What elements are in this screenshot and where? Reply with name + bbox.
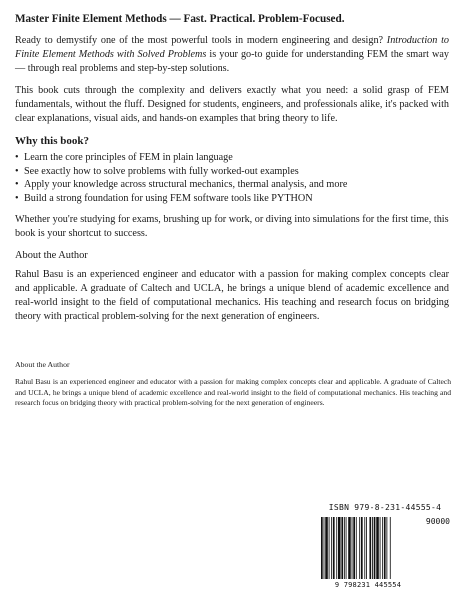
- barcode-bar: [384, 517, 386, 579]
- about-author-text: Rahul Basu is an experienced engineer and educator with a passion for making complex concepts clear and applicable. A graduate of Caltech and UCLA, he brings a unique blend of academic excellence and real-world insight to the field of computational mechanics. His teaching and research focus on bridging theory with practical problem-solving for the next generation of engineers.: [15, 269, 449, 322]
- barcode-bar: [321, 517, 323, 579]
- bullet-icon: •: [15, 179, 19, 190]
- intro-text-before: Ready to demystify one of the most powerful tools in modern engineering and design?: [15, 35, 387, 46]
- barcode-bar: [390, 517, 391, 579]
- barcode-bar: [348, 517, 351, 579]
- price-code: 90000: [425, 517, 450, 526]
- barcode-bar: [372, 517, 373, 579]
- benefits-list: [15, 151, 449, 205]
- barcode-bar: [346, 517, 347, 579]
- bullet-icon: •: [15, 152, 19, 163]
- bullet-icon: •: [15, 192, 19, 204]
- barcode-bar: [369, 517, 371, 579]
- intro-text-after: is your go-to guide for understanding FEM the smart way — through real problems and step-by-step solutions.: [15, 49, 449, 74]
- barcode-bar: [364, 517, 365, 579]
- barcode-icon: [320, 517, 416, 581]
- small-about-text: Rahul Basu is an experienced engineer and educator with a passion for making complex concepts clear and applicable. A graduate of Caltech and UCLA, he brings a unique blend of academic excellence and real-world insight to the field of computational mechanics. His teaching and research focus on bridging theory with practical problem-solving for the next generation of engineers.: [15, 377, 451, 408]
- barcode-bar: [361, 517, 363, 579]
- list-item-text: Learn the core principles of FEM in plain language: [24, 152, 233, 163]
- barcode-bar: [366, 517, 367, 579]
- barcode-bar: [376, 517, 379, 579]
- barcode-bar: [341, 517, 343, 579]
- intro-paragraph: [15, 34, 449, 76]
- barcode-bar: [353, 517, 355, 579]
- isbn-label: ISBN 979-8-231-44555-4: [328, 503, 442, 512]
- about-author-heading: About the Author: [15, 250, 88, 261]
- barcode-bar: [331, 517, 332, 579]
- barcode-bar: [329, 517, 330, 579]
- description-paragraph: This book cuts through the complexity and delivers exactly what you need: a solid grasp of FEM fundamentals, without the fluff. Designed for students, engineers, and professionals alike, it's packed with clear explanations, visual aids, and hands-on examples that bring theory to life.: [15, 85, 449, 124]
- why-heading: Why this book?: [15, 135, 89, 147]
- barcode-bar: [356, 517, 357, 579]
- list-item-text: Apply your knowledge across structural mechanics, thermal analysis, and more: [24, 179, 348, 190]
- list-item: [15, 165, 449, 179]
- barcode-bar: [382, 517, 383, 579]
- small-about-block: [15, 360, 451, 409]
- barcode-bar: [325, 517, 328, 579]
- barcode-bar: [324, 517, 325, 579]
- list-item: [15, 178, 449, 192]
- list-item-text: Build a strong foundation for using FEM software tools like PYTHON: [24, 192, 313, 204]
- book-title: Introduction to Finite Element Methods with Solved Problems: [15, 35, 449, 60]
- barcode-bar: [386, 517, 387, 579]
- closing-paragraph: Whether you're studying for exams, brushing up for work, or diving into simulations for the first time, this book is your shortcut to success.: [15, 214, 449, 239]
- barcode-bar: [359, 517, 360, 579]
- list-item: [15, 192, 449, 206]
- isbn-barcode: [318, 503, 452, 591]
- list-item-text: See exactly how to solve problems with fully worked-out examples: [24, 165, 299, 177]
- barcode-bar: [380, 517, 381, 579]
- barcode-bar: [344, 517, 345, 579]
- small-about-heading: About the Author: [15, 360, 70, 369]
- barcode-bar: [374, 517, 376, 579]
- barcode-bar: [333, 517, 335, 579]
- barcode-bar: [338, 517, 341, 579]
- main-content: [15, 12, 449, 324]
- list-item: [15, 151, 449, 165]
- barcode-bar: [336, 517, 337, 579]
- barcode-digits: 9 798231 445554: [334, 581, 402, 589]
- bullet-icon: •: [15, 165, 19, 177]
- barcode-bar: [352, 517, 353, 579]
- headline: Master Finite Element Methods — Fast. Practical. Problem-Focused.: [15, 13, 345, 25]
